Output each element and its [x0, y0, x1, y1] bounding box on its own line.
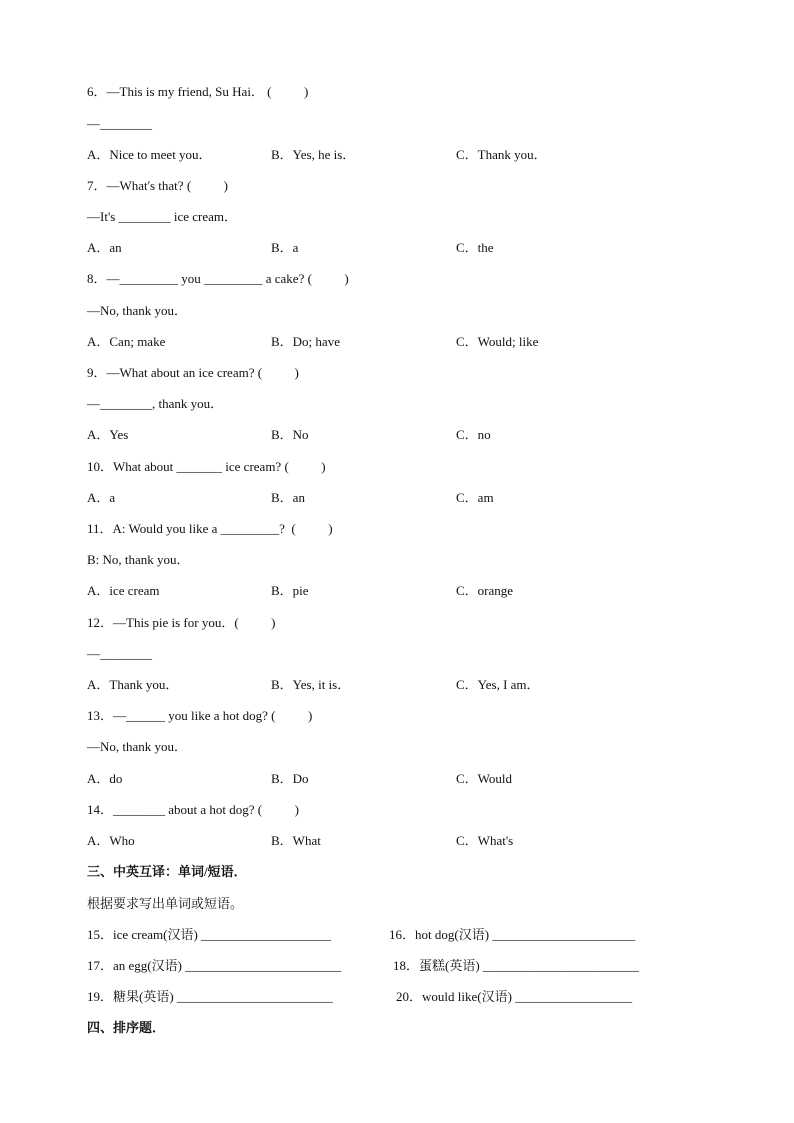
- question-12-option-c: C．Yes, I am．: [456, 677, 540, 692]
- question-9-option-b: B．No: [271, 427, 309, 442]
- question-12-stem: 12．—This pie is for you．( ): [87, 615, 276, 630]
- question-7-option-c: C．the: [456, 240, 494, 255]
- question-9-reply: —________, thank you．: [87, 396, 224, 411]
- vocab-item-19: 19．糖果(英语) ________________________: [87, 989, 333, 1004]
- question-12-option-b: B．Yes, it is．: [271, 677, 351, 692]
- question-14-option-a: A．Who: [87, 833, 135, 848]
- question-11-option-a: A．ice cream: [87, 583, 160, 598]
- question-7-reply: —It's ________ ice cream．: [87, 209, 237, 224]
- question-11-option-b: B．pie: [271, 583, 309, 598]
- question-12-reply: —________: [87, 646, 152, 661]
- question-13-option-c: C．Would: [456, 771, 513, 786]
- question-9-stem: 9．—What about an ice cream? ( ): [87, 365, 299, 380]
- question-8-stem: 8．—_________ you _________ a cake? ( ): [87, 271, 349, 286]
- question-8-option-c: C．Would; like: [456, 334, 539, 349]
- question-10-option-b: B．an: [271, 490, 305, 505]
- question-11-option-c: C．orange: [456, 583, 514, 598]
- vocab-item-17: 17．an egg(汉语) ________________________: [87, 958, 342, 973]
- question-9-option-a: A．Yes: [87, 427, 129, 442]
- question-8-option-a: A．Can; make: [87, 334, 166, 349]
- question-11-reply: B: No, thank you．: [87, 552, 190, 567]
- question-8-option-b: B．Do; have: [271, 334, 340, 349]
- question-13-option-b: B．Do: [271, 771, 309, 786]
- section-3-instruction: 根据要求写出单词或短语。: [87, 896, 244, 911]
- question-11-stem: 11．A: Would you like a _________? ( ): [87, 521, 333, 536]
- question-6-option-c: C．Thank you．: [456, 147, 547, 162]
- section-3-title: 三、中英互译：单词/短语．: [87, 864, 247, 879]
- question-13-reply: —No, thank you．: [87, 739, 188, 754]
- question-8-reply: —No, thank you．: [87, 303, 188, 318]
- question-10-option-c: C．am: [456, 490, 494, 505]
- question-12-option-a: A．Thank you．: [87, 677, 179, 692]
- question-6-stem: 6．—This is my friend, Su Hai． ( ): [87, 84, 309, 99]
- question-6-reply: —________: [87, 116, 152, 131]
- vocab-item-20: 20．would like(汉语) __________________: [396, 989, 633, 1004]
- question-6-option-b: B．Yes, he is．: [271, 147, 356, 162]
- question-14-option-c: C．What's: [456, 833, 514, 848]
- question-7-option-a: A．an: [87, 240, 122, 255]
- question-9-option-c: C．no: [456, 427, 491, 442]
- question-14-stem: 14．________ about a hot dog? ( ): [87, 802, 299, 817]
- question-7-stem: 7．—What's that? ( ): [87, 178, 228, 193]
- vocab-item-16: 16．hot dog(汉语) ______________________: [389, 927, 636, 942]
- vocab-item-18: 18．蛋糕(英语) ________________________: [393, 958, 639, 973]
- section-4-title: 四、排序题．: [87, 1020, 166, 1035]
- question-13-option-a: A．do: [87, 771, 123, 786]
- question-6-option-a: A．Nice to meet you．: [87, 147, 212, 162]
- question-10-stem: 10．What about _______ ice cream? ( ): [87, 459, 326, 474]
- vocab-item-15: 15．ice cream(汉语) ____________________: [87, 927, 332, 942]
- question-7-option-b: B．a: [271, 240, 299, 255]
- question-10-option-a: A．a: [87, 490, 116, 505]
- question-13-stem: 13．—______ you like a hot dog? ( ): [87, 708, 313, 723]
- question-14-option-b: B．What: [271, 833, 321, 848]
